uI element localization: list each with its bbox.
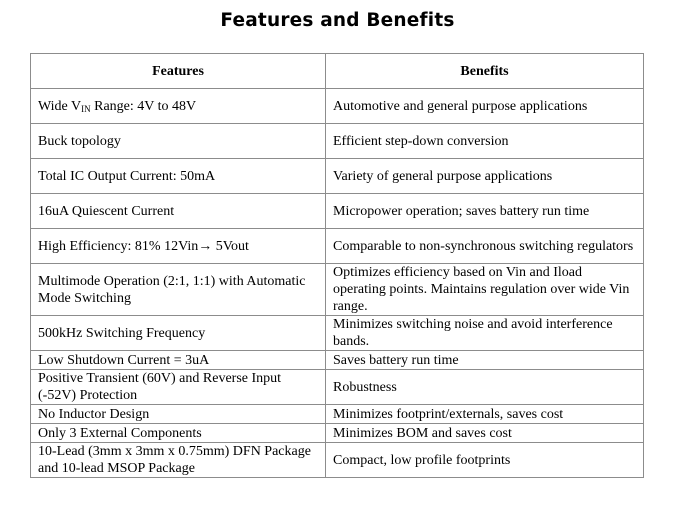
benefit-cell: Compact, low profile footprints: [326, 443, 644, 478]
benefit-cell: Comparable to non-synchronous switching regulators: [326, 229, 644, 264]
table-row: [31, 194, 644, 229]
feature-cell: Multimode Operation (2:1, 1:1) with Automatic Mode Switching: [31, 264, 326, 316]
benefit-cell: Micropower operation; saves battery run time: [326, 194, 644, 229]
benefit-cell: Optimizes efficiency based on Vin and Iload operating points. Maintains regulation over wide Vin range.: [326, 264, 644, 316]
table-row: [31, 424, 644, 443]
table-row: [31, 124, 644, 159]
table-row: [31, 264, 644, 316]
feature-cell: High Efficiency: 81% 12Vin→ 5Vout: [31, 229, 326, 264]
benefit-cell: Efficient step-down conversion: [326, 124, 644, 159]
feature-cell: Total IC Output Current: 50mA: [31, 159, 326, 194]
table-row: [31, 159, 644, 194]
features-column-header: Features: [31, 54, 326, 89]
table-body: [31, 89, 644, 478]
feature-cell: 10-Lead (3mm x 3mm x 0.75mm) DFN Package and 10-lead MSOP Package: [31, 443, 326, 478]
table-row: [31, 370, 644, 405]
feature-text-prefix: Wide V: [38, 98, 82, 114]
feature-cell: Only 3 External Components: [31, 424, 326, 443]
feature-text-suffix: Range: 4V to 48V: [90, 98, 197, 114]
feature-cell: Low Shutdown Current = 3uA: [31, 351, 326, 370]
benefit-cell: Variety of general purpose applications: [326, 159, 644, 194]
table-header-row: [31, 54, 644, 89]
benefit-cell: Minimizes BOM and saves cost: [326, 424, 644, 443]
table-row: [31, 405, 644, 424]
feature-text-subscript: IN: [81, 103, 91, 114]
feature-cell: Buck topology: [31, 124, 326, 159]
benefits-column-header: Benefits: [326, 54, 644, 89]
feature-cell: [31, 89, 326, 124]
table-row: [31, 443, 644, 478]
features-benefits-table: [30, 53, 644, 478]
benefit-cell: Minimizes switching noise and avoid interference bands.: [326, 316, 644, 351]
feature-cell: 16uA Quiescent Current: [31, 194, 326, 229]
feature-cell: Positive Transient (60V) and Reverse Input (-52V) Protection: [31, 370, 326, 405]
feature-cell: 500kHz Switching Frequency: [31, 316, 326, 351]
table-row: [31, 229, 644, 264]
table-row: [31, 316, 644, 351]
benefit-cell: Robustness: [326, 370, 644, 405]
benefit-cell: Saves battery run time: [326, 351, 644, 370]
benefit-cell: Minimizes footprint/externals, saves cost: [326, 405, 644, 424]
table-row: [31, 89, 644, 124]
benefit-cell: Automotive and general purpose applications: [326, 89, 644, 124]
feature-cell: No Inductor Design: [31, 405, 326, 424]
table-row: [31, 351, 644, 370]
page-title: Features and Benefits: [220, 10, 455, 31]
